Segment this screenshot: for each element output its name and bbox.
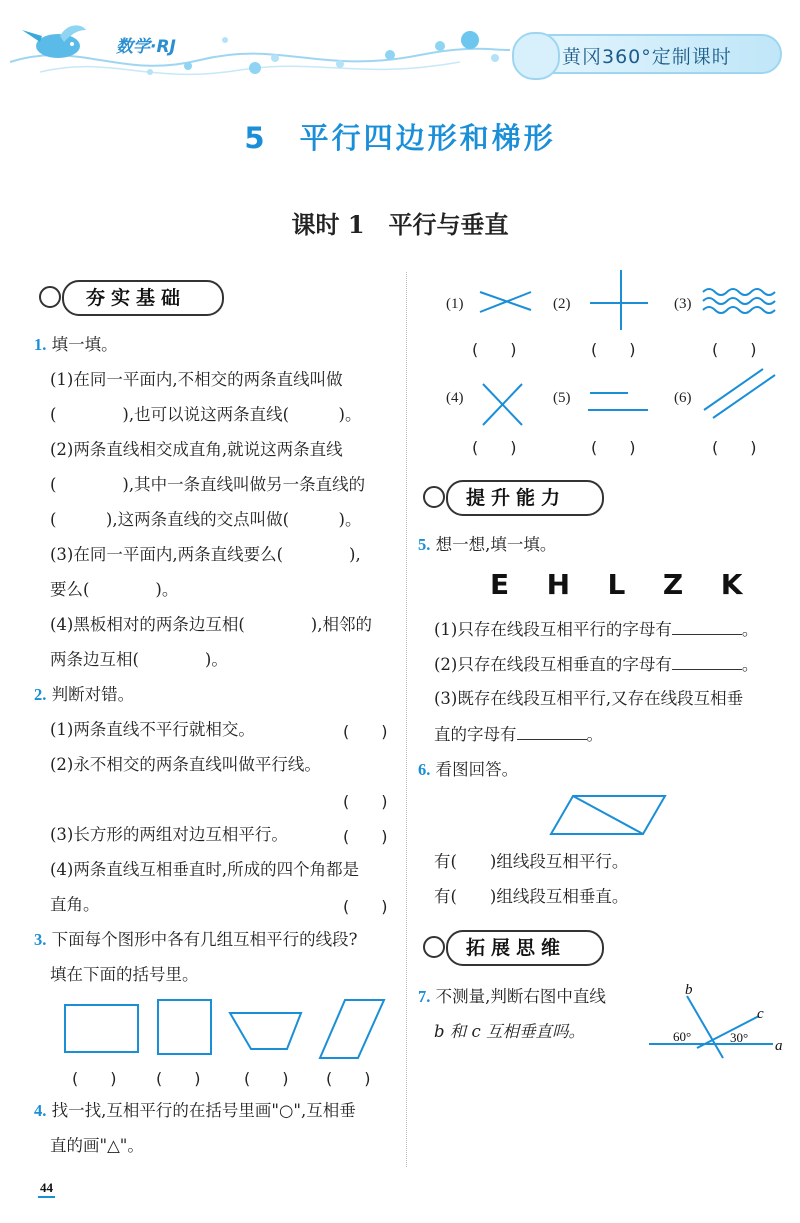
brand-title: 黄冈360°定制课时	[562, 46, 732, 68]
q1-line8: (4)黑板相对的两条边互相( ),相邻的	[50, 615, 372, 634]
q2-answer-2[interactable]: ( )	[343, 792, 388, 811]
label-a: a	[775, 1038, 783, 1054]
q4-answer-2[interactable]: ( )	[591, 340, 636, 359]
chapter-title: 5 平行四边形和梯形	[244, 121, 556, 155]
q3-line2: 填在下面的括号里。	[50, 965, 199, 984]
label-c: c	[757, 1006, 764, 1022]
q2-title: 2. 判断对错。	[34, 685, 135, 704]
q4-label-5: (5)	[553, 390, 571, 406]
q4-line2: 直的画"△"。	[50, 1136, 144, 1155]
q2-line1: (1)两条直线不平行就相交。	[50, 720, 255, 739]
section-improve-banner	[420, 480, 610, 514]
rectangle-shape	[65, 1005, 138, 1052]
section-basic-label: 夯实基础	[86, 287, 187, 309]
fig3-wave-2	[703, 298, 775, 304]
q1-line6: (3)在同一平面内,两条直线要么( ),	[50, 545, 361, 564]
subject-label: 数学·RJ	[116, 37, 176, 57]
q3-answer-4[interactable]: ( )	[326, 1069, 371, 1088]
q4-line1: 4. 找一找,互相平行的在括号里画"○",互相垂	[34, 1101, 356, 1120]
q2-line5: 直角。	[50, 895, 100, 914]
q3-shapes	[55, 995, 395, 1060]
q6-title: 6. 看图回答。	[418, 760, 519, 779]
q2-line4: (4)两条直线互相垂直时,所成的四个角都是	[50, 860, 360, 879]
q3-answer-1[interactable]: ( )	[72, 1069, 117, 1088]
q4-label-2: (2)	[553, 296, 571, 312]
q5-line2: (2)只存在线段互相垂直的字母有 。	[434, 655, 759, 674]
q1-line1: (1)在同一平面内,不相交的两条直线叫做	[50, 370, 343, 389]
bird-icon	[20, 20, 90, 65]
section-expand-label: 拓展思维	[466, 937, 567, 959]
q7-line1: 7. 不测量,判断右图中直线	[418, 987, 606, 1006]
q4-answer-6[interactable]: ( )	[712, 438, 757, 457]
q1-line9: 两条边互相( )。	[50, 650, 228, 669]
q4-answer-4[interactable]: ( )	[472, 438, 517, 457]
q5-line4: 直的字母有 。	[434, 725, 603, 744]
line-b	[687, 996, 723, 1058]
banner-circle	[512, 32, 560, 80]
header-decoration	[0, 0, 800, 95]
parallelogram-shape	[320, 1000, 384, 1058]
q1-line3: (2)两条直线相交成直角,就说这两条直线	[50, 440, 343, 459]
fig3-wave-3	[703, 307, 775, 313]
square-shape	[158, 1000, 211, 1054]
q4-label-3: (3)	[674, 296, 692, 312]
section-improve-label: 提升能力	[466, 487, 567, 509]
q1-line5: ( ),这两条直线的交点叫做( )。	[50, 510, 362, 529]
q4-answer-3[interactable]: ( )	[712, 340, 757, 359]
column-divider	[406, 272, 407, 1167]
section-expand-banner	[420, 930, 610, 964]
q1-line4: ( ),其中一条直线叫做另一条直线的	[50, 475, 366, 494]
q2-answer-4[interactable]: ( )	[343, 897, 388, 916]
q2-line2: (2)永不相交的两条直线叫做平行线。	[50, 755, 321, 774]
q4-answer-5[interactable]: ( )	[591, 438, 636, 457]
angle-30: 30°	[730, 1030, 749, 1045]
q2-answer-3[interactable]: ( )	[343, 827, 388, 846]
q4-label-6: (6)	[674, 390, 692, 406]
page-number: 44	[38, 1180, 55, 1198]
q4-label-4: (4)	[446, 390, 464, 406]
lesson-title: 课时 1 平行与垂直	[291, 210, 509, 239]
q3-answer-3[interactable]: ( )	[244, 1069, 289, 1088]
q5-line3: (3)既存在线段互相平行,又存在线段互相垂	[434, 689, 744, 708]
section-basic-banner	[36, 280, 226, 314]
q1-title: 1. 填一填。	[34, 335, 118, 354]
q1-line2: ( ),也可以说这两条直线( )。	[50, 405, 362, 424]
q6-line1: 有( )组线段互相平行。	[434, 852, 629, 871]
brand-banner	[520, 34, 782, 74]
q6-line2: 有( )组线段互相垂直。	[434, 887, 629, 906]
q5-line1: (1)只存在线段互相平行的字母有 。	[434, 620, 759, 639]
q6-parallelogram	[545, 790, 675, 840]
angle-60: 60°	[673, 1029, 692, 1044]
trapezoid-shape	[230, 1013, 301, 1049]
q4-label-1: (1)	[446, 296, 464, 312]
q3-answer-2[interactable]: ( )	[156, 1069, 201, 1088]
q2-line3: (3)长方形的两组对边互相平行。	[50, 825, 288, 844]
q2-answer-1[interactable]: ( )	[343, 722, 388, 741]
q7-line2: b 和 c 互相垂直吗。	[434, 1022, 586, 1041]
label-b: b	[685, 982, 693, 998]
fig3-wave-1	[703, 289, 775, 295]
q4-answer-1[interactable]: ( )	[472, 340, 517, 359]
q3-line1: 3. 下面每个图形中各有几组互相平行的线段?	[34, 930, 358, 949]
q5-title: 5. 想一想,填一填。	[418, 535, 557, 554]
q1-line7: 要么( )。	[50, 580, 179, 599]
q7-angle-figure	[645, 980, 795, 1060]
q5-letters: E H L Z K	[490, 568, 749, 601]
